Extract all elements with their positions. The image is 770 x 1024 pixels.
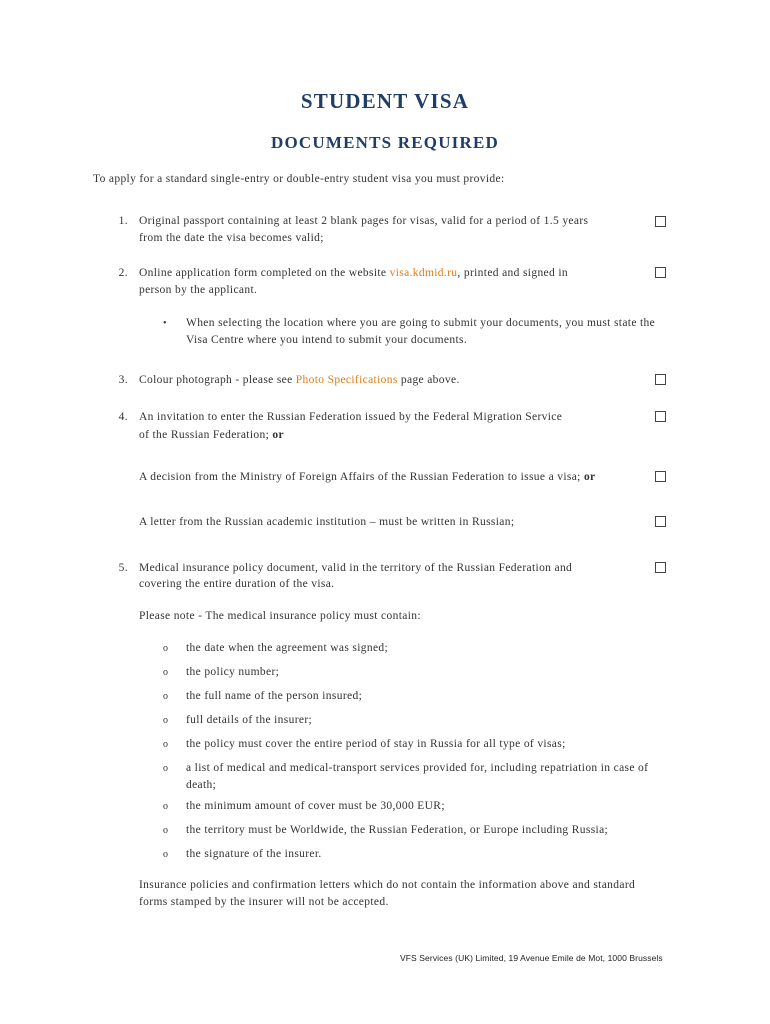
item-number: 1. xyxy=(118,215,128,227)
item-number: 5. xyxy=(118,562,128,574)
item-text: , printed and signed in xyxy=(457,267,568,279)
checkbox[interactable] xyxy=(655,267,666,278)
checkbox[interactable] xyxy=(655,516,666,527)
sub-marker: o xyxy=(163,715,169,726)
or-word: or xyxy=(272,429,284,441)
bullet-text: When selecting the location where you are going to submit your documents, you must state the Visa Centre where you intend to submit your documents. xyxy=(186,317,656,346)
item-text-line xyxy=(139,469,596,486)
item-text-line: Medical insurance policy document, valid in the territory of the Russian Federation and xyxy=(139,562,573,574)
page-title: STUDENT VISA xyxy=(300,89,470,113)
item-number: 4. xyxy=(118,411,128,423)
photo-specifications-link[interactable]: Photo Specifications xyxy=(295,374,398,386)
checkbox[interactable] xyxy=(655,411,666,422)
sub-marker: o xyxy=(163,739,169,750)
item-text: of the Russian Federation; xyxy=(139,429,273,441)
bullet-marker: • xyxy=(163,318,167,329)
sub-marker: o xyxy=(163,825,169,836)
sub-item: the territory must be Worldwide, the Russian Federation, or Europe including Russia; xyxy=(186,824,609,836)
website-link[interactable]: visa.kdmid.ru xyxy=(389,267,458,279)
sub-item: the date when the agreement was signed; xyxy=(186,642,389,654)
item-text: Colour photograph - please see xyxy=(139,374,296,386)
item-text-line xyxy=(139,427,284,444)
checkbox[interactable] xyxy=(655,562,666,573)
page-subtitle: DOCUMENTS REQUIRED xyxy=(271,133,499,152)
sub-marker: o xyxy=(163,849,169,860)
sub-marker: o xyxy=(163,691,169,702)
checkbox[interactable] xyxy=(655,216,666,227)
item-text-line: person by the applicant. xyxy=(139,284,258,296)
item-text-line: A letter from the Russian academic institution – must be written in Russian; xyxy=(139,516,515,528)
footer-address: VFS Services (UK) Limited, 19 Avenue Emile de Mot, 1000 Brussels xyxy=(400,953,663,963)
sub-item: the minimum amount of cover must be 30,000 EUR; xyxy=(186,800,445,812)
item-number: 2. xyxy=(118,267,128,279)
sub-marker: o xyxy=(163,667,169,678)
checkbox[interactable] xyxy=(655,374,666,385)
sub-item: the policy must cover the entire period of stay in Russia for all type of visas; xyxy=(186,738,566,750)
item-text-line: An invitation to enter the Russian Federation issued by the Federal Migration Service xyxy=(139,411,563,423)
item-text-line: from the date the visa becomes valid; xyxy=(139,232,324,244)
closing-note: Insurance policies and confirmation letters which do not contain the information above and standard forms stamped by the insurer will not be accepted. xyxy=(139,879,636,908)
sub-item: the full name of the person insured; xyxy=(186,690,363,702)
note-text: Please note - The medical insurance policy must contain: xyxy=(139,610,421,622)
item-number: 3. xyxy=(118,374,128,386)
sub-item: the signature of the insurer. xyxy=(186,848,322,860)
sub-marker: o xyxy=(163,763,169,774)
item-text-line: covering the entire duration of the visa. xyxy=(139,578,335,590)
sub-item: the policy number; xyxy=(186,666,280,678)
item-text-line: Original passport containing at least 2 blank pages for visas, valid for a period of 1.5 years xyxy=(139,215,589,227)
item-text: page above. xyxy=(397,374,460,386)
item-text: Online application form completed on the website xyxy=(139,267,390,279)
item-text-line xyxy=(139,265,568,282)
intro-text: To apply for a standard single-entry or double-entry student visa you must provide: xyxy=(93,173,505,185)
checkbox[interactable] xyxy=(655,471,666,482)
sub-marker: o xyxy=(163,643,169,654)
item-text-line xyxy=(139,372,460,389)
sub-item: full details of the insurer; xyxy=(186,714,313,726)
item-text: A decision from the Ministry of Foreign Affairs of the Russian Federation to issue a visa; xyxy=(139,471,584,483)
or-word: or xyxy=(583,471,596,483)
sub-item: a list of medical and medical-transport services provided for, including repatriation in case of death; xyxy=(186,762,649,791)
sub-marker: o xyxy=(163,801,169,812)
